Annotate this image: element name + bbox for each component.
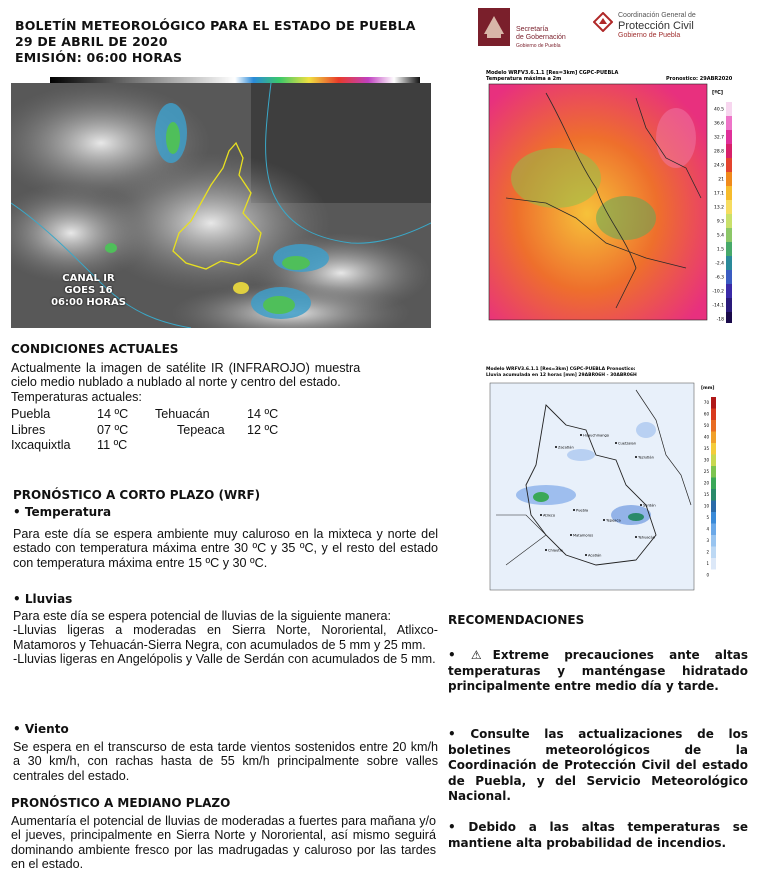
temperature-scale-swatch <box>726 200 732 214</box>
rain-scale-label: 25 <box>703 469 709 475</box>
temperature-scale-label: 28.8 <box>713 149 724 155</box>
rain-scale-swatch <box>711 443 716 455</box>
temperature-scale-swatch <box>726 144 732 158</box>
recommendation-item: • Consulte las actualizaciones de los boletines meteorológicos de la Coordinación de Protección Civil del estado de Puebla, y del Servicio Meteorológico Nacional. <box>448 727 748 804</box>
rain-scale-label: 10 <box>703 503 709 509</box>
temperature-scale-swatch <box>726 228 732 242</box>
rain-scale-label: 2 <box>706 549 709 555</box>
temperature-scale-swatch <box>726 214 732 228</box>
short-term-forecast-title: PRONÓSTICO A CORTO PLAZO (WRF) <box>13 488 261 502</box>
rain-scale-swatch <box>711 432 716 444</box>
temperature-scale-swatch <box>726 284 732 298</box>
rain-scale-label: 30 <box>703 457 709 463</box>
rain-map-place-dot <box>545 549 547 551</box>
rain-map-place-label: Huauchinango <box>583 433 609 438</box>
temperature-scale-label: 17.1 <box>713 191 724 197</box>
temperature-scale-swatch <box>726 130 732 144</box>
temperature-scale-unit: [ºC] <box>712 90 724 96</box>
proteccion-civil-logo <box>593 12 613 32</box>
temperature-forecast-map <box>486 68 746 323</box>
rain-subtitle: • Lluvias <box>13 592 73 606</box>
rain-map-place-label: Teziutlán <box>638 455 654 460</box>
temperature-map-forecast-date: Pronostico: 29ABR2020 <box>666 76 733 82</box>
satellite-channel-label: CANAL IR GOES 16 06:00 HORAS <box>51 273 126 308</box>
temperature-scale-swatch <box>726 256 732 270</box>
rain-scale-swatch <box>711 420 716 432</box>
temperature-scale-swatch <box>726 172 732 186</box>
rain-scale-swatch <box>711 558 716 570</box>
current-conditions-text: Actualmente la imagen de satélite IR (INFRAROJO) muestra cielo medio nublado a nublado al norte y centro del estado. Temperaturas actuales: <box>11 361 361 404</box>
rain-map-place-dot <box>615 442 617 444</box>
rain-map-place-label: Serdán <box>643 503 656 508</box>
recommendations-title: RECOMENDACIONES <box>448 613 585 627</box>
temperature-scale-label: 21 <box>718 177 724 183</box>
rain-scale-swatch <box>711 466 716 478</box>
temperature-scale-swatch <box>726 242 732 256</box>
rain-scale-label: 35 <box>703 446 709 452</box>
rain-map-place-dot <box>580 434 582 436</box>
rain-scale-label: 3 <box>706 538 709 544</box>
rain-scale-label: 5 <box>706 515 709 521</box>
temperature-scale-label: -10.2 <box>712 289 724 295</box>
rain-scale-label: 50 <box>703 423 709 429</box>
temperature-scale-swatch <box>726 270 732 284</box>
wind-forecast-text: Se espera en el transcurso de esta tarde vientos sostenidos entre 20 km/h a 30 km/h, con rachas hasta de 55 km/h principalmente sobre valles centrales del estado. <box>13 740 438 783</box>
recommendation-item: • ⚠Extreme precauciones ante altas temperaturas y manténgase hidratado principalmente entre medio día y tarde. <box>448 648 748 694</box>
temperature-scale-label: 1.5 <box>716 247 724 253</box>
rain-map-place-dot <box>585 554 587 556</box>
rain-map-header: Modelo WRFV3.6.1.1 [Res=3km] CGPC-PUEBLA Pronostico: <box>486 367 636 372</box>
rain-map-place-dot <box>570 534 572 536</box>
rain-map-variable: Lluvia acumulada en 12 horas [mm] 29ABR06H - 30ABR06H <box>486 373 637 378</box>
rain-map-place-dot <box>603 519 605 521</box>
rain-map-place-dot <box>635 536 637 538</box>
temperature-scale-label: 32.7 <box>713 135 724 141</box>
gobernacion-logo <box>478 8 510 46</box>
current-conditions-title: CONDICIONES ACTUALES <box>11 342 179 356</box>
rain-map-place-label: Acatlán <box>588 553 602 558</box>
rain-map-place-label: Tepeaca <box>606 518 621 523</box>
medium-term-forecast-text: Aumentaría el potencial de lluvias de moderadas a fuertes para mañana y/o el jueves, principalmente en Sierra Norte y Nororiental, así mismo seguirá dominando ambiente fresco por las madrugadas y caluroso por las tardes en el estado. <box>11 814 436 872</box>
rain-map-place-label: Chiautla <box>548 548 563 553</box>
bulletin-title <box>15 18 455 66</box>
proteccion-civil-logo-text: Coordinación General de Protección Civil Gobierno de Puebla <box>618 12 696 39</box>
rain-scale-label: 60 <box>703 411 709 417</box>
temperature-scale-label: 24.9 <box>713 163 724 169</box>
temperature-row: Ixcaquixtla 11 ºC <box>11 438 128 452</box>
temperature-scale-label: 40.5 <box>713 107 724 113</box>
rain-map-place-dot <box>573 509 575 511</box>
rain-scale-swatch <box>711 524 716 536</box>
temperature-map-header: Modelo WRFV3.6.1.1 [Res=3km] CGPC-PUEBLA <box>486 70 619 76</box>
rain-scale-label: 40 <box>703 434 709 440</box>
rain-map-place-label: Zacatlán <box>558 445 574 450</box>
rain-scale-swatch <box>711 478 716 490</box>
temperature-map-variable: Temperatura máxima a 2m <box>486 76 562 82</box>
gobernacion-logo-text: Secretaría de Gobernación Gobierno de Puebla <box>516 26 566 49</box>
temperature-scale-swatch <box>726 186 732 200</box>
rain-map-place-label: Tehuacán <box>638 535 656 540</box>
wind-subtitle: • Viento <box>13 722 69 736</box>
rain-scale-swatch <box>711 489 716 501</box>
rain-forecast-text: Para este día se espera potencial de lluvias de la siguiente manera: -Lluvias ligeras a moderadas en Sierra Norte, Nororiental, Atlixco-Matamoros y Tehuacán-Sierra Negra, con acumulados de 5 mm y 25 mm. -Lluvias ligeras en Angelópolis y Valle de Serdán con acumulados de 5 mm. <box>13 609 438 667</box>
temperature-scale-label: 36.6 <box>713 121 724 127</box>
rain-scale-unit: [mm] <box>701 386 715 391</box>
rain-map-place-label: Puebla <box>576 508 589 513</box>
rain-scale-swatch <box>711 535 716 547</box>
bulletin-date: 29 DE ABRIL DE 2020 <box>15 34 168 49</box>
rain-scale-label: 15 <box>703 492 709 498</box>
medium-term-forecast-title: PRONÓSTICO A MEDIANO PLAZO <box>11 796 231 810</box>
temperature-scale-label: 9.3 <box>716 219 724 225</box>
rain-map-place-label: Atlixco <box>543 513 556 518</box>
rain-scale-swatch <box>711 455 716 467</box>
rain-map-place-label: Cuetzalan <box>618 441 636 446</box>
rain-map-place-dot <box>640 504 642 506</box>
rain-scale-label: 70 <box>703 400 709 406</box>
rain-map-place-dot <box>540 514 542 516</box>
bulletin-issue-time: EMISIÓN: 06:00 HORAS <box>15 50 183 65</box>
rain-map-place-dot <box>555 446 557 448</box>
rain-scale-label: 1 <box>706 561 709 567</box>
rain-map-place-label: Matamoros <box>573 533 594 538</box>
temperature-row: Puebla 14 ºC Tehuacán 14 ºC <box>11 407 279 421</box>
rain-scale-label: 0 <box>706 572 709 578</box>
logos-area <box>478 6 758 52</box>
temperature-scale-label: 5.4 <box>716 233 724 239</box>
rain-forecast-map <box>486 365 731 593</box>
temperature-scale-swatch <box>726 298 732 312</box>
temperature-scale-swatch <box>726 116 732 130</box>
temperature-scale-label: -6.3 <box>715 275 724 281</box>
rain-scale-swatch <box>711 501 716 513</box>
recommendation-item: • Debido a las altas temperaturas se mantiene alta probabilidad de incendios. <box>448 820 748 850</box>
rain-scale-label: 4 <box>706 526 709 532</box>
temperature-subtitle: • Temperatura <box>13 505 112 519</box>
bulletin-title-line: BOLETÍN METEOROLÓGICO PARA EL ESTADO DE PUEBLA <box>15 18 416 33</box>
temperature-scale-label: 13.2 <box>713 205 724 211</box>
rain-scale-label: 20 <box>703 480 709 486</box>
rain-scale-swatch <box>711 397 716 409</box>
rain-scale-swatch <box>711 409 716 421</box>
rain-scale-swatch <box>711 512 716 524</box>
temperature-scale-swatch <box>726 158 732 172</box>
temperature-scale-label: -18 <box>716 317 724 323</box>
satellite-image <box>11 83 431 328</box>
temperature-forecast-text: Para este día se espera ambiente muy caluroso en la mixteca y norte del estado con temperatura máxima entre 30 ºC y 35 ºC, y el resto del estado con temperatura máxima entre 15 ºC y 30 ºC. <box>13 527 438 570</box>
rain-scale-swatch <box>711 547 716 559</box>
temperature-scale-label: -14.1 <box>712 303 724 309</box>
current-temperatures-table <box>11 407 341 454</box>
rain-map-place-dot <box>635 456 637 458</box>
temperature-row: Libres 07 ºC Tepeaca 12 ºC <box>11 422 279 437</box>
temperature-scale-label: -2.4 <box>715 261 724 267</box>
temperature-scale-swatch <box>726 102 732 116</box>
temperature-scale-swatch <box>726 312 732 323</box>
rain-scale-swatch <box>711 570 716 582</box>
